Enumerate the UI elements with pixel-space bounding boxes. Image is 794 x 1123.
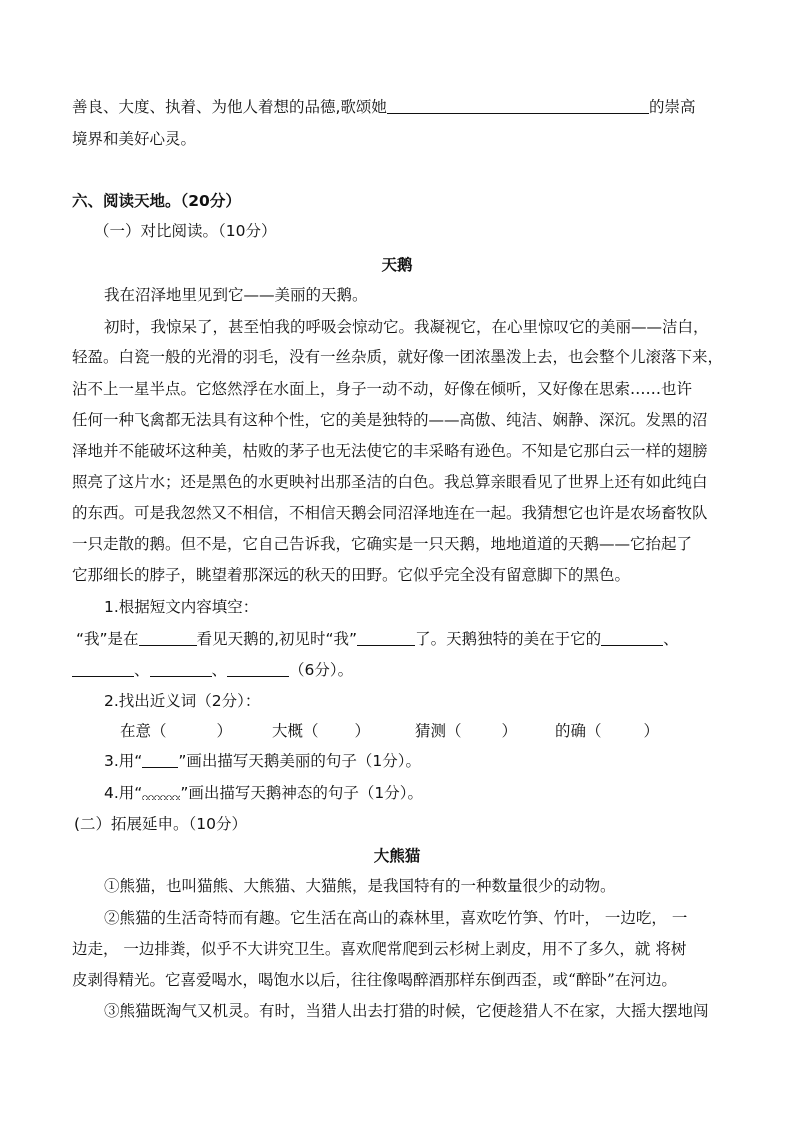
q1-sep: 、 (211, 661, 228, 679)
q3 (104, 750, 774, 772)
q3-text-a: 3.用“ (104, 752, 143, 770)
synonym-item (415, 720, 555, 742)
top-line-1-end: 的崇高 (648, 98, 696, 116)
answer-blank[interactable] (227, 660, 289, 677)
q4 (104, 782, 774, 804)
story1-line: 初时，我惊呆了，甚至怕我的呼吸会惊动它。我凝视它，在心里惊叹它的美丽——洁白， (104, 318, 709, 336)
answer-blank[interactable] (387, 97, 649, 114)
answer-blank[interactable] (150, 660, 212, 677)
top-line-2: 境界和美好心灵。 (72, 130, 197, 148)
q2-title: 2.找出近义词（2分）： (104, 692, 261, 710)
paren-close: ） (501, 722, 518, 740)
story2-line: ②熊猫的生活奇特而有趣。它生活在高山的森林里，喜欢吃竹笋、竹叶， 一边吃， 一 (104, 909, 688, 927)
q4-text-a: 4.用“ (104, 784, 143, 802)
q1-text-c: 了。天鹅独特的美在于它的 (415, 630, 602, 648)
story1-line: 照亮了这片水；还是黑色的水更映衬出那圣洁的白色。我总算亲眼看见了世界上还有如此纯白 (72, 473, 708, 491)
story1-line: 任何一种飞禽都无法具有这种个性，它的美是独特的——高傲、纯洁、娴静、深沉。发黑的沼 (72, 411, 708, 429)
story1-title: 天鹅 (381, 255, 413, 274)
answer-blank[interactable] (357, 629, 415, 646)
answer-blank[interactable] (601, 629, 663, 646)
top-line-1-text: 善良、大度、执着、为他人着想的品德,歌颂她 (72, 98, 387, 116)
story1-line: 我在沼泽地里见到它——美丽的天鹅。 (104, 286, 368, 304)
q1-sep: 、 (134, 661, 150, 679)
straight-underline-sample (142, 751, 178, 768)
q2-words (120, 720, 790, 742)
top-line-1 (72, 96, 742, 118)
paren-close: ） (643, 722, 660, 740)
story1-line: 泽地并不能破坏这种美，枯败的茅子也无法使它的丰采略有逊色。不知是它那白云一样的翅膀 (72, 442, 708, 460)
q4-text-b: ”画出描写天鹅神态的句子（1分）。 (180, 784, 423, 802)
q3-text-b: ”画出描写天鹅美丽的句子（1分）。 (178, 752, 421, 770)
synonym-item (272, 720, 415, 742)
story1-line: 沾不上一星半点。它悠然浮在水面上，身子一动不动，好像在倾听，又好像在思索……也许 (72, 380, 693, 398)
story1-line: 轻盈。白瓷一般的光滑的羽毛，没有一丝杂质，就好像一团浓墨泼上去，也会整个儿滚落下来， (72, 348, 724, 366)
story1-line: 一只走散的鹅。但不是，它自己告诉我，它确实是一只天鹅，地地道道的天鹅——它抬起了 (72, 535, 693, 553)
story1-line: 它那细长的脖子，眺望着那深远的秋天的田野。它似乎完全没有留意脚下的黑色。 (72, 566, 631, 584)
synonym-item (555, 720, 659, 742)
synonym-word: 大概（ (272, 722, 319, 740)
q1-text-a: “我”是在 (76, 630, 139, 648)
wavy-underline-sample (142, 784, 180, 800)
q1-line-1 (76, 628, 746, 650)
q1-score: （6分）。 (289, 661, 354, 679)
part2-title: (二）拓展延申。（10分） (74, 815, 248, 833)
q1-text-d: 、 (663, 630, 679, 648)
story2-line: ①熊猫，也叫猫熊、大熊猫、大猫熊，是我国特有的一种数量很少的动物。 (104, 877, 616, 895)
answer-blank[interactable] (72, 660, 134, 677)
synonym-word: 的确（ (555, 722, 602, 740)
section-title: 六、阅读天地。（20分） (72, 192, 241, 210)
paren-close: ） (216, 722, 233, 740)
story2-line: 边走， 一边排粪，似乎不大讲究卫生。喜欢爬常爬到云杉树上剥皮，用不了多久，就 将树 (72, 940, 687, 958)
q1-title: 1.根据短文内容填空： (104, 598, 259, 616)
part1-title: （一）对比阅读。（10分） (94, 222, 277, 240)
q1-text-b: 看见天鹅的,初见时“我” (196, 630, 358, 648)
synonym-word: 在意（ (120, 722, 167, 740)
story1-line: 的东西。可是我忽然又不相信，不相信天鹅会同沼泽地连在一起。我猜想它也许是农场畜牧队 (72, 504, 708, 522)
synonym-item (120, 720, 272, 742)
story2-line: ③熊猫既淘气又机灵。有时，当猎人出去打猎的时候，它便趁猎人不在家，大摇大摆地闯 (104, 1002, 709, 1020)
story2-line: 皮剥得精光。它喜爱喝水，喝饱水以后，往往像喝醉酒那样东倒西歪，或“醉卧”在河边。 (72, 971, 677, 989)
paren-close: ） (354, 722, 371, 740)
answer-blank[interactable] (139, 629, 197, 646)
synonym-word: 猜测（ (415, 722, 462, 740)
story2-title: 大熊猫 (373, 846, 421, 865)
q1-line-2 (72, 659, 742, 681)
